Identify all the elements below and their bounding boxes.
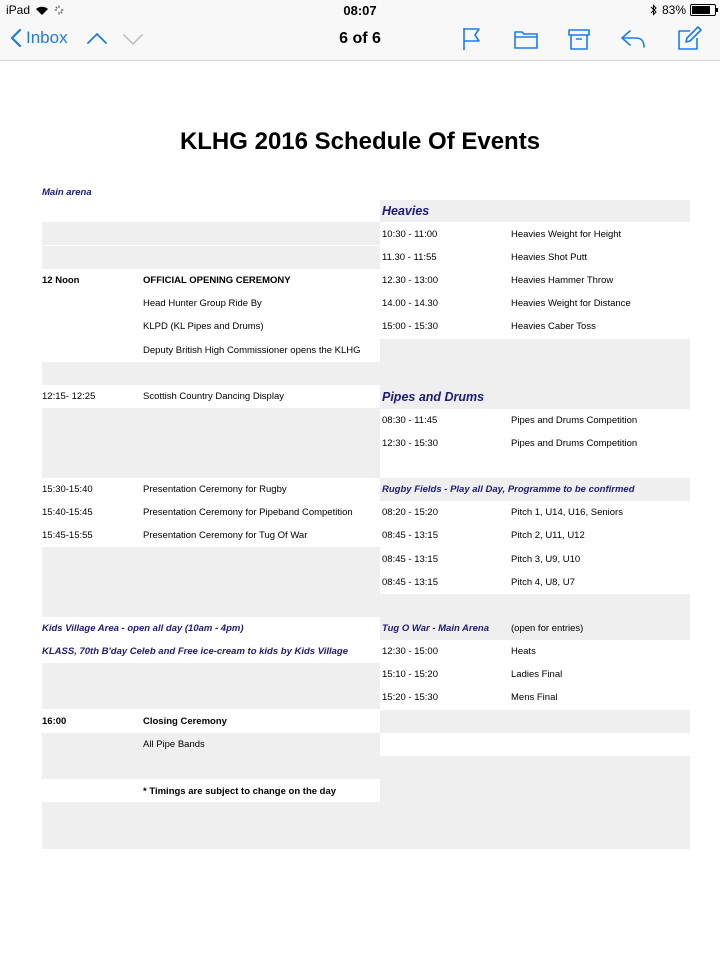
mail-toolbar — [0, 20, 720, 61]
compose-icon — [676, 26, 702, 52]
page-title: KLHG 2016 Schedule Of Events — [179, 128, 541, 155]
timings-note: * Timings are subject to change on the day — [143, 786, 337, 797]
heavies-time: 15:00 - 15:30 — [382, 321, 438, 332]
pipes-heading: Pipes and Drums — [382, 390, 485, 404]
left-event: Scottish Country Dancing Display — [143, 391, 284, 402]
tug-heading: Tug O War - Main Arena — [382, 623, 489, 634]
reply-arrow-icon — [619, 26, 647, 52]
bluetooth-icon — [650, 4, 658, 16]
battery-fill — [692, 6, 710, 14]
heavies-time: 12.30 - 13:00 — [382, 275, 438, 286]
pipes-event: Pipes and Drums Competition — [511, 415, 638, 426]
tug-time: 15:10 - 15:20 — [382, 669, 438, 680]
main-arena-heading: Main arena — [42, 187, 92, 198]
left-time: 12 Noon — [42, 275, 80, 286]
tug-note: (open for entries) — [511, 623, 584, 634]
closing-event: Closing Ceremony — [143, 716, 227, 727]
tug-event: Mens Final — [511, 692, 558, 703]
clock: 08:07 — [343, 3, 377, 18]
rugby-event: Pitch 1, U14, U16, Seniors — [511, 507, 623, 518]
left-event: Deputy British High Commissioner opens the KLHG — [143, 345, 361, 356]
shaded-row — [42, 408, 380, 478]
klass-heading: KLASS, 70th B'day Celeb and Free ice-cream to kids by Kids Village — [42, 646, 349, 657]
rugby-time: 08:45 - 13:15 — [382, 577, 438, 588]
rugby-heading: Rugby Fields - Play all Day, Programme to be confirmed — [382, 484, 635, 495]
left-time: 15:40-15:45 — [42, 507, 93, 518]
pipes-time: 08:30 - 11:45 — [382, 415, 438, 426]
pipes-event: Pipes and Drums Competition — [511, 438, 638, 449]
shaded-row — [380, 756, 690, 802]
flag-icon — [460, 26, 484, 52]
left-time: 12:15- 12:25 — [42, 391, 96, 402]
left-time: 15:45-15:55 — [42, 530, 93, 541]
folder-icon — [513, 26, 539, 52]
tug-event: Heats — [511, 646, 536, 657]
left-event: KLPD (KL Pipes and Drums) — [143, 321, 264, 332]
archive-button[interactable] — [566, 26, 592, 57]
chevron-left-icon — [10, 28, 22, 48]
move-to-folder-button[interactable] — [513, 26, 539, 57]
heavies-event: Heavies Caber Toss — [511, 321, 596, 332]
previous-message-button[interactable] — [86, 28, 108, 55]
heavies-event: Heavies Hammer Throw — [511, 275, 614, 286]
rugby-time: 08:45 - 13:15 — [382, 554, 438, 565]
flag-button[interactable] — [460, 26, 484, 57]
left-event: Presentation Ceremony for Rugby — [143, 484, 287, 495]
battery-percent: 83% — [661, 3, 686, 17]
left-time: 15:30-15:40 — [42, 484, 93, 495]
shaded-row — [380, 339, 690, 385]
compose-button[interactable] — [676, 26, 702, 57]
rugby-event: Pitch 4, U8, U7 — [511, 577, 575, 588]
left-event: Presentation Ceremony for Tug Of War — [143, 530, 308, 541]
heavies-time: 11.30 - 11:55 — [382, 252, 437, 263]
shaded-row — [380, 710, 690, 733]
shaded-row — [42, 802, 690, 849]
battery-icon — [690, 4, 716, 16]
loading-spinner-icon — [54, 5, 64, 15]
device-name: iPad — [6, 3, 31, 17]
tug-time: 15:20 - 15:30 — [382, 692, 438, 703]
heavies-time: 14.00 - 14.30 — [382, 298, 438, 309]
chevron-down-icon — [122, 28, 144, 50]
rugby-time: 08:20 - 15:20 — [382, 507, 438, 518]
archive-box-icon — [566, 26, 592, 52]
left-event: Head Hunter Group Ride By — [143, 298, 262, 309]
kids-village-heading: Kids Village Area - open all day (10am - 4pm) — [42, 623, 244, 634]
chevron-up-icon — [86, 28, 108, 50]
shaded-row — [42, 733, 380, 779]
reply-button[interactable] — [619, 26, 647, 57]
heavies-event: Heavies Weight for Height — [511, 229, 622, 240]
tug-event: Ladies Final — [511, 669, 563, 680]
wifi-icon — [35, 5, 49, 16]
closing-sub: All Pipe Bands — [143, 739, 205, 750]
closing-time: 16:00 — [42, 716, 67, 727]
back-label: Inbox — [26, 28, 68, 47]
rugby-event: Pitch 3, U9, U10 — [511, 554, 581, 565]
heavies-heading: Heavies — [382, 204, 430, 218]
next-message-button[interactable] — [122, 28, 144, 55]
shaded-row — [42, 246, 380, 269]
tug-time: 12:30 - 15:00 — [382, 646, 438, 657]
heavies-event: Heavies Shot Putt — [511, 252, 588, 263]
rugby-event: Pitch 2, U11, U12 — [511, 530, 585, 541]
shaded-row — [42, 362, 380, 385]
left-event: Presentation Ceremony for Pipeband Competition — [143, 507, 353, 518]
shaded-row — [42, 222, 380, 245]
pipes-time: 12:30 - 15:30 — [382, 438, 438, 449]
status-bar — [0, 0, 720, 20]
heavies-event: Heavies Weight for Distance — [511, 298, 631, 309]
back-to-inbox-button[interactable] — [10, 28, 68, 48]
shaded-row — [42, 547, 380, 617]
message-pager: 6 of 6 — [339, 30, 381, 47]
heavies-time: 10:30 - 11:00 — [382, 229, 438, 240]
left-event: OFFICIAL OPENING CEREMONY — [143, 275, 291, 286]
shaded-row — [42, 663, 380, 709]
rugby-time: 08:45 - 13:15 — [382, 530, 438, 541]
